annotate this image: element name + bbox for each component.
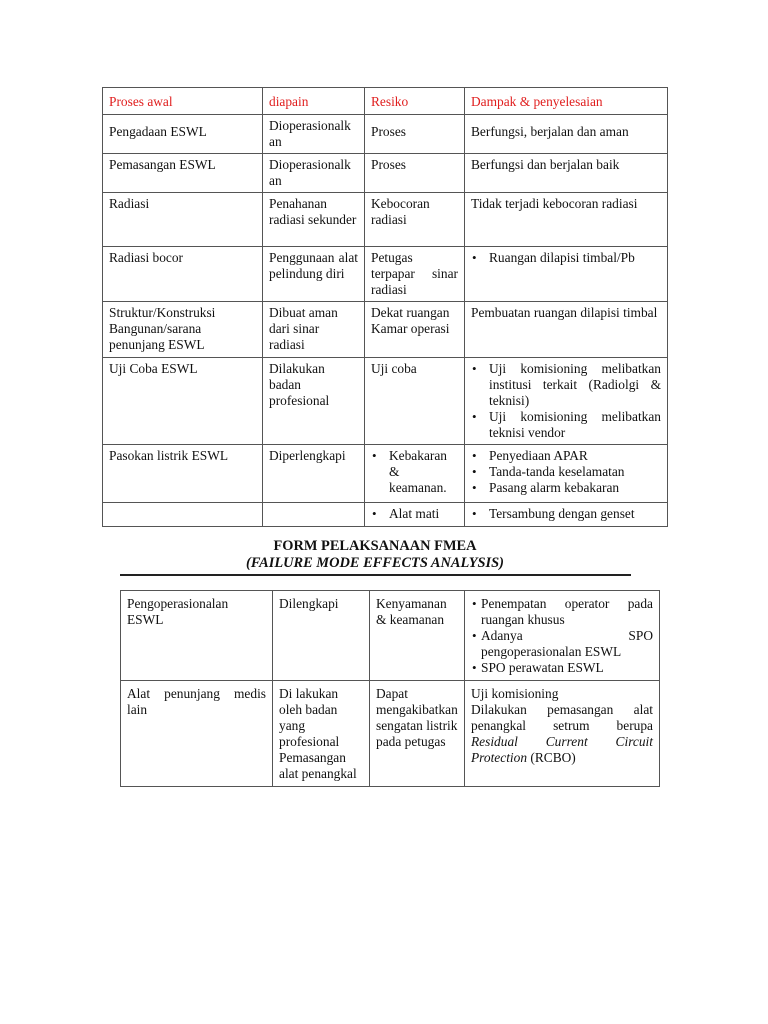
dampak-paragraph [471, 702, 653, 766]
cell-proses: Uji Coba ESWL [103, 358, 263, 445]
cell-dampak [465, 445, 668, 503]
table-row [121, 591, 660, 681]
header-proses-awal: Proses awal [103, 88, 263, 115]
list-item: • Kebakaran & keamanan. [371, 448, 458, 496]
table-row [103, 302, 668, 358]
table-row [103, 503, 668, 527]
cell-dampak: Tidak terjadi kebocoran radiasi [465, 193, 668, 247]
cell-resiko [365, 445, 465, 503]
table-row [121, 681, 660, 787]
form-title: FORM PELAKSANAAN FMEA [273, 538, 477, 554]
cell-dampak: Berfungsi dan berjalan baik [465, 154, 668, 193]
dampak-line-1: Uji komisioning [471, 686, 559, 701]
cell-dampak [465, 591, 660, 681]
cell-text: Pengadaan ESWL [109, 124, 207, 139]
bullet-list [471, 361, 661, 441]
bullet-list [471, 448, 661, 496]
list-item: • Tanda-tanda keselamatan [471, 464, 661, 480]
dampak-end-text: (RCBO) [527, 750, 576, 765]
list-item: • Adanya SPO pengoperasionalan ESWL [471, 628, 653, 660]
cell-resiko: Uji coba [365, 358, 465, 445]
cell-resiko: Proses [365, 154, 465, 193]
table-header-row [103, 88, 668, 115]
cell-resiko [365, 115, 465, 154]
bullet-list [371, 448, 458, 496]
cell-proses: Alat penunjang medis lain [121, 681, 273, 787]
dampak-text: Dilakukan pemasangan alat penangkal setrum berupa [471, 702, 653, 733]
cell-text: Proses [371, 124, 406, 139]
cell-proses [103, 115, 263, 154]
bullet-list [471, 596, 653, 676]
cell-dampak [465, 358, 668, 445]
cell-diapain: Dioperasionalk an [263, 154, 365, 193]
bullet-list [471, 506, 661, 522]
dampak-italic-text: Residual Current Circuit Protection [471, 734, 653, 765]
header-diapain: diapain [263, 88, 365, 115]
list-item: • Penyediaan APAR [471, 448, 661, 464]
form-subtitle: (FAILURE MODE EFFECTS ANALYSIS) [246, 555, 504, 571]
cell-dampak: Pembuatan ruangan dilapisi timbal [465, 302, 668, 358]
list-item: • Pasang alarm kebakaran [471, 480, 661, 496]
table-row [103, 193, 668, 247]
cell-diapain: Dilengkapi [273, 591, 370, 681]
cell-diapain: Dibuat aman dari sinar radiasi [263, 302, 365, 358]
list-item: • Alat mati [371, 506, 458, 522]
table-row [103, 358, 668, 445]
list-item: • Tersambung dengan genset [471, 506, 661, 522]
cell-proses: Pemasangan ESWL [103, 154, 263, 193]
list-item: • Uji komisioning melibatkan institusi terkait (Radiolgi & teknisi) [471, 361, 661, 409]
cell-diapain: Diperlengkapi [263, 445, 365, 503]
cell-resiko: Kenyamanan & keamanan [370, 591, 465, 681]
fmea-table-1 [102, 87, 668, 527]
cell-diapain: Di lakukan oleh badan yang profesional Pemasangan alat penangkal [273, 681, 370, 787]
list-item: • Penempatan operator pada ruangan khusus [471, 596, 653, 628]
cell-dampak [465, 115, 668, 154]
list-item: • SPO perawatan ESWL [471, 660, 653, 676]
table-row [103, 115, 668, 154]
cell-diapain: Dioperasionalk an [263, 115, 365, 154]
cell-dampak [465, 503, 668, 527]
cell-text: Berfungsi, berjalan dan aman [471, 124, 629, 139]
cell-resiko: Kebocoran radiasi [365, 193, 465, 247]
cell-dampak [465, 681, 660, 787]
cell-proses: Radiasi [103, 193, 263, 247]
cell-diapain: Dilakukan badan profesional [263, 358, 365, 445]
cell-resiko: Dekat ruangan Kamar operasi [365, 302, 465, 358]
cell-resiko: Dapat mengakibatkan sengatan listrik pada petugas [370, 681, 465, 787]
fmea-table-2 [120, 590, 660, 787]
cell-proses [103, 503, 263, 527]
header-resiko: Resiko [365, 88, 465, 115]
table-row [103, 445, 668, 503]
table-row [103, 247, 668, 302]
cell-diapain: Penahanan radiasi sekunder [263, 193, 365, 247]
header-dampak: Dampak & penyelesaian [465, 88, 668, 115]
cell-proses: Struktur/Konstruksi Bangunan/sarana penunjang ESWL [103, 302, 263, 358]
bullet-list [471, 250, 661, 266]
cell-proses: Pasokan listrik ESWL [103, 445, 263, 503]
table-row [103, 154, 668, 193]
list-item: • Uji komisioning melibatkan teknisi vendor [471, 409, 661, 441]
bullet-list [371, 506, 458, 522]
cell-diapain: Penggunaan alat pelindung diri [263, 247, 365, 302]
list-item: • Ruangan dilapisi timbal/Pb [471, 250, 661, 266]
cell-dampak [465, 247, 668, 302]
cell-resiko: Petugas terpapar sinar radiasi [365, 247, 465, 302]
cell-diapain [263, 503, 365, 527]
cell-resiko [365, 503, 465, 527]
cell-proses: Radiasi bocor [103, 247, 263, 302]
cell-proses: Pengoperasionalan ESWL [121, 591, 273, 681]
title-underline [120, 574, 631, 576]
